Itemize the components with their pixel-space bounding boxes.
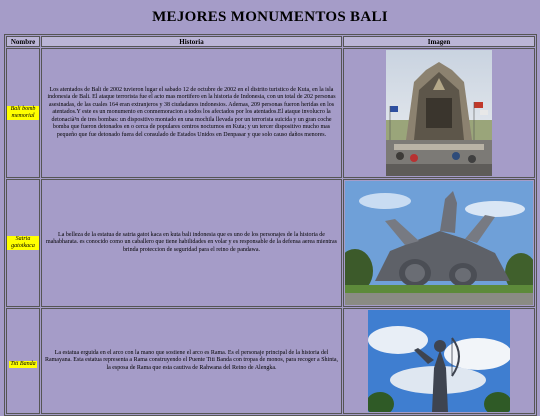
name-cell (6, 48, 40, 178)
image-cell (343, 48, 535, 178)
table-row (6, 308, 535, 414)
monuments-table (4, 34, 537, 416)
table-row (6, 48, 535, 178)
titi-banda-statue-photo (368, 310, 510, 412)
history-cell: Los atentados de Bali de 2002 tuvieron lugar el sabado 12 de octubre de 2002 en el distrito turistico de Kuta, en la isla indonesia de Bali. El ataque terrorista fue el acto mas mortifero en la historia de Indonesia, con un total de 202 personas asesinadas, de las cuales 164 eran extranjeros y 38 ciudadanos indonesios. Ademas, 209 personas fueron heridas en los atentados.Y este es un monumento en conmemoracion a todos los afectados por los atentados.El ataque involucro la detonacià³n de tres bombas: un dispositivo montado en una mochila llevada por un terrorista suicida y un gran coche bomba que fueron detonados en o cerca de populares centros nocturnos en Kuta; y un tercer dispositivo mucho mas pequeño que fue detonado fuera del consulado de Estados Unidos en Denpasar y que solo causo daños menores. (41, 48, 342, 178)
table-row (6, 179, 535, 307)
column-header-image: Imagen (343, 36, 535, 47)
column-header-history: Historia (41, 36, 342, 47)
image-cell (343, 308, 535, 414)
image-cell (343, 179, 535, 307)
history-cell: La belleza de la estatua de satria gatot kaca en kuta bali indonesia que es uno de los personajes de la historia de mahabharata. es conocido como un caballero que tiene habilidades en volar y es responsable de la defensa aerea mientras brinda proteccion de seguridad para el reino de pandawa. (41, 179, 342, 307)
satria-gatotkaca-statue-photo (345, 181, 533, 305)
history-cell: La estatua erguida en el arco con la mano que sostiene el arco es Rama. Es el personaje principal de la historia del Ramayana. Esta estatua representa a Rama construyendo el Puente Titi Banda con tropas de monos, para recoger a Shinta, la esposa de Rama que esta cautiva de Rahwana del Reino de Alengka. (41, 308, 342, 414)
page-title: MEJORES MONUMENTOS BALI (152, 9, 388, 25)
monument-name: Satria gatotkaca (7, 236, 39, 250)
table-header-row (6, 36, 535, 47)
bali-bomb-memorial-photo (386, 50, 492, 176)
column-header-name: Nombre (6, 36, 40, 47)
monument-name: Bali bomb memorial (7, 106, 39, 120)
name-cell (6, 179, 40, 307)
monument-name: Titi Banda (10, 361, 36, 367)
name-cell (6, 308, 40, 414)
